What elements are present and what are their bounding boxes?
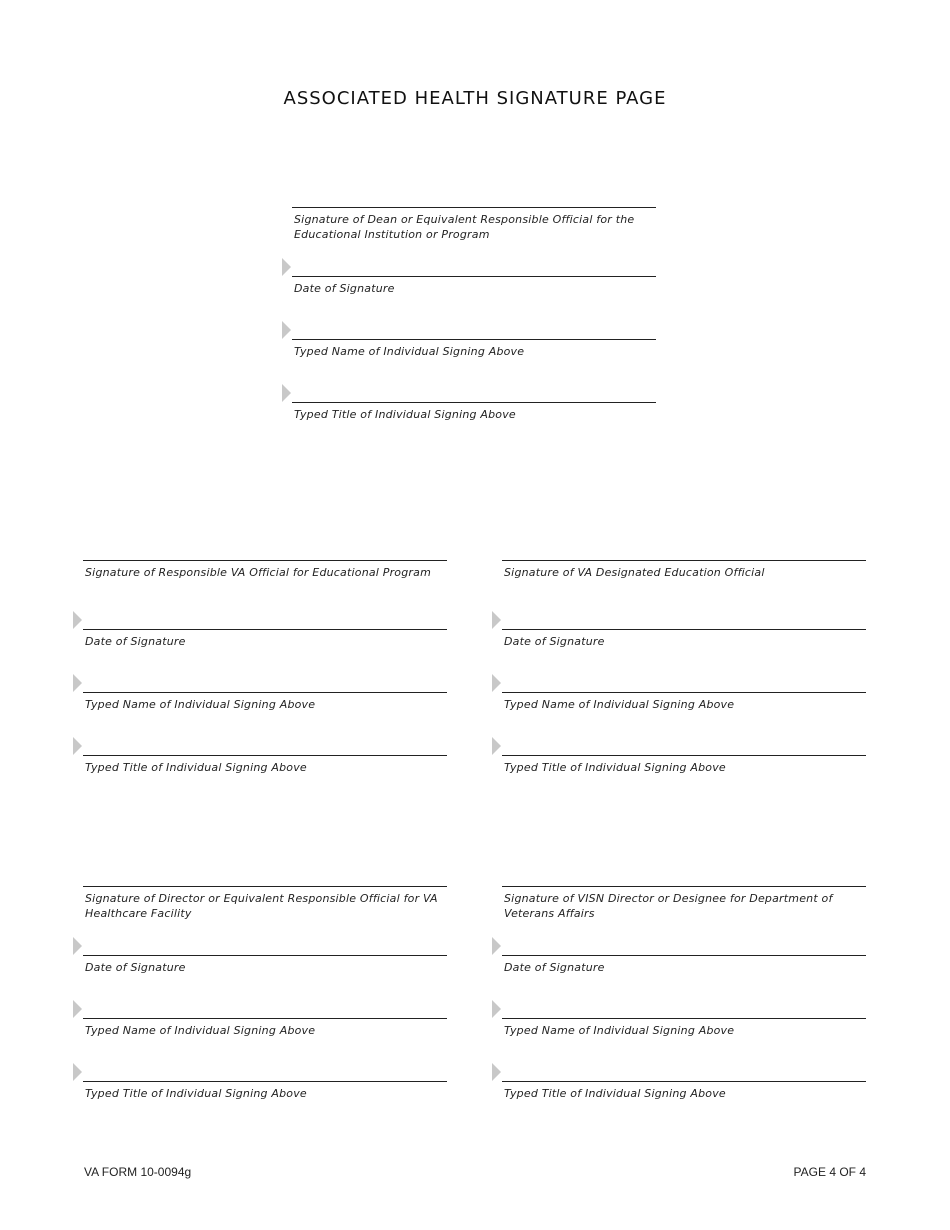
typed-title-input[interactable] [83,1057,447,1081]
field-arrow-icon [282,384,291,402]
signature-label: Signature of VA Designated Education Official [504,566,765,579]
field-arrow-icon [492,1063,501,1081]
date-input[interactable] [83,605,447,629]
form-number: VA FORM 10-0094g [84,1165,192,1179]
name-label: Typed Name of Individual Signing Above [504,1024,735,1037]
typed-name-input[interactable] [502,668,866,692]
page-indicator: PAGE 4 OF 4 [793,1165,866,1179]
name-row [502,994,866,1057]
page-title: ASSOCIATED HEALTH SIGNATURE PAGE [283,88,667,109]
date-label: Date of Signature [85,635,186,648]
typed-name-input[interactable] [502,994,866,1018]
date-label: Date of Signature [504,635,605,648]
typed-title-input[interactable] [292,378,656,402]
date-label: Date of Signature [294,282,395,295]
title-label: Typed Title of Individual Signing Above [504,761,726,774]
title-row [292,378,656,441]
typed-name-input[interactable] [83,994,447,1018]
title-label: Typed Title of Individual Signing Above [504,1087,726,1100]
field-arrow-icon [282,258,291,276]
date-input[interactable] [292,252,656,276]
date-label: Date of Signature [85,961,186,974]
name-label: Typed Name of Individual Signing Above [85,1024,316,1037]
typed-title-input[interactable] [83,731,447,755]
date-input[interactable] [83,931,447,955]
field-arrow-icon [73,937,82,955]
name-label: Typed Name of Individual Signing Above [294,345,525,358]
field-arrow-icon [492,1000,501,1018]
signature-block-va-official [83,560,447,794]
date-row [502,605,866,668]
signature-label: Signature of Director or Equivalent Responsible Official for VA Healthcare Facility [85,892,438,920]
signature-block-education-official [502,560,866,794]
title-row [83,731,447,794]
date-row [502,931,866,994]
date-row [292,252,656,315]
title-row [83,1057,447,1120]
name-label: Typed Name of Individual Signing Above [85,698,316,711]
date-row [83,931,447,994]
signature-block-visn-director [502,886,866,1120]
date-input[interactable] [502,605,866,629]
field-arrow-icon [73,1000,82,1018]
typed-title-input[interactable] [502,731,866,755]
field-arrow-icon [492,937,501,955]
signature-label: Signature of Responsible VA Official for Educational Program [85,566,432,579]
name-row [83,668,447,731]
title-row [502,1057,866,1120]
field-arrow-icon [492,674,501,692]
signature-block-director [83,886,447,1120]
field-arrow-icon [73,737,82,755]
typed-name-input[interactable] [292,315,656,339]
field-arrow-icon [73,611,82,629]
title-label: Typed Title of Individual Signing Above [294,408,516,421]
name-row [502,668,866,731]
typed-title-input[interactable] [502,1057,866,1081]
field-arrow-icon [492,737,501,755]
field-arrow-icon [73,1063,82,1081]
signature-block-dean [292,207,656,441]
name-row [292,315,656,378]
typed-name-input[interactable] [83,668,447,692]
name-row [83,994,447,1057]
name-label: Typed Name of Individual Signing Above [504,698,735,711]
date-row [83,605,447,668]
title-label: Typed Title of Individual Signing Above [85,761,307,774]
field-arrow-icon [492,611,501,629]
title-label: Typed Title of Individual Signing Above [85,1087,307,1100]
field-arrow-icon [73,674,82,692]
field-arrow-icon [282,321,291,339]
date-label: Date of Signature [504,961,605,974]
signature-label: Signature of Dean or Equivalent Responsible Official for the Educational Institution or Program [294,213,635,241]
signature-label: Signature of VISN Director or Designee for Department of Veterans Affairs [504,892,833,920]
title-row [502,731,866,794]
date-input[interactable] [502,931,866,955]
